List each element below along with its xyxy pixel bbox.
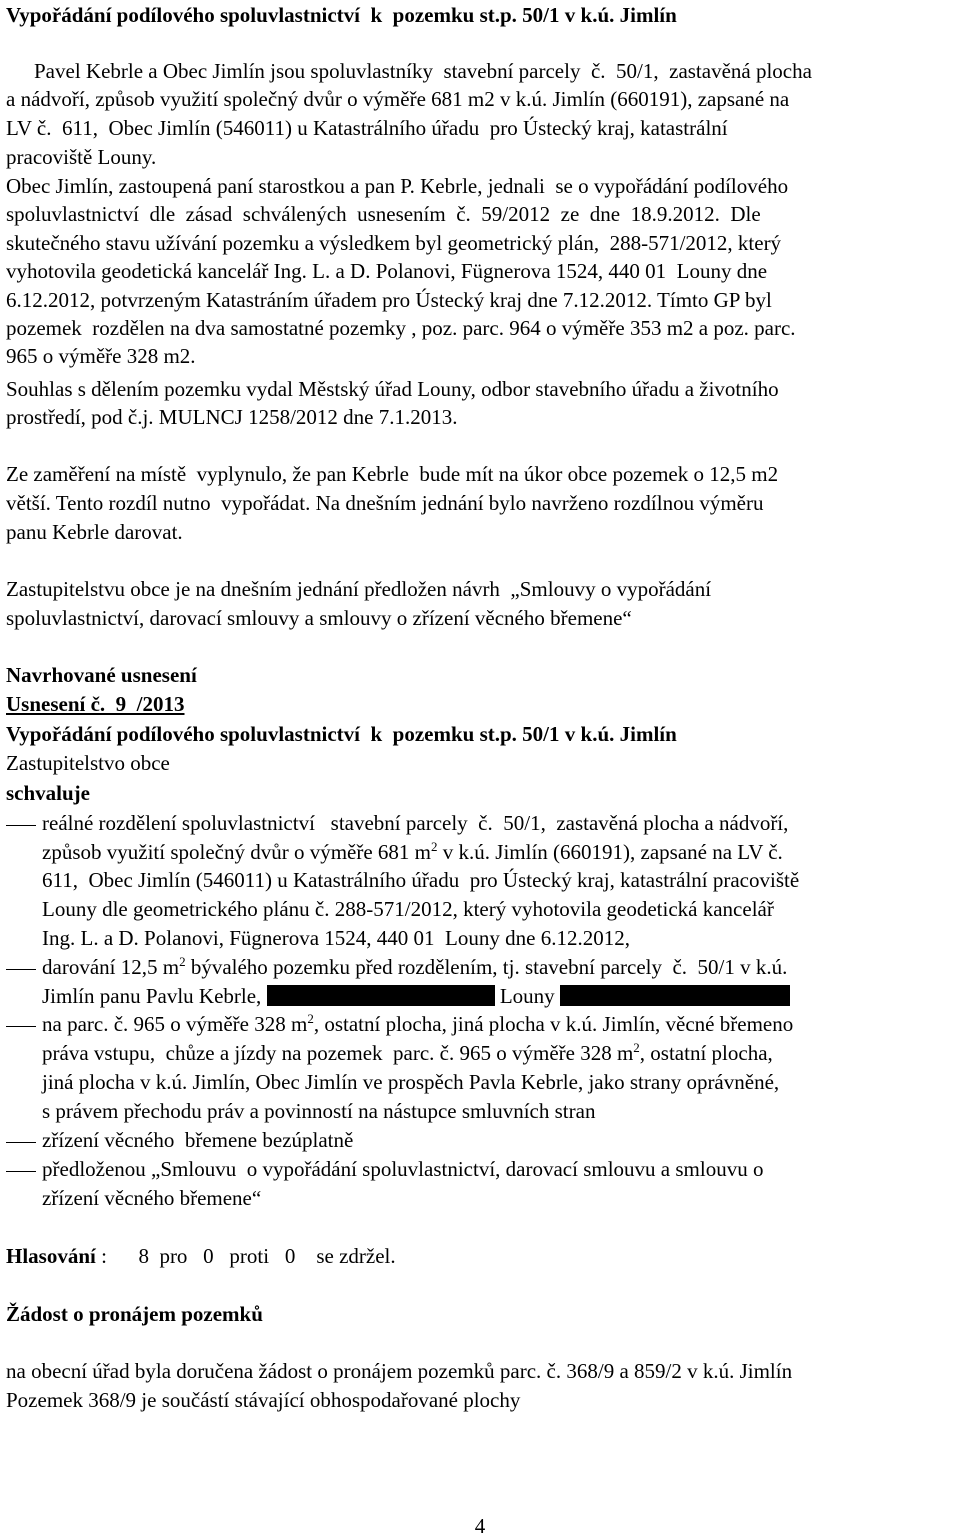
paragraph-line: Souhlas s dělením pozemku vydal Městský úřad Louny, odbor stavebního úřadu a životního (6, 377, 779, 401)
list-item-line: reálné rozdělení spoluvlastnictví stavební parcely č. 50/1, zastavěná plocha a nádvoří, (42, 811, 789, 835)
vote-label: Hlasování (6, 1244, 96, 1268)
paragraph-line: Pozemek 368/9 je součástí stávající obhospodařované plochy (6, 1388, 521, 1412)
list-item-line: způsob využití společný dvůr o výměře 681 $m^2$ v k.ú. Jimlín (660191), zapsané na LV č. (42, 839, 783, 864)
list-item-line: zřízení věcného břemene bezúplatně (42, 1128, 354, 1152)
resolution-body: Zastupitelstvo obce (6, 751, 170, 775)
list-item-line: 611, Obec Jimlín (546011) u Katastrálního úřadu pro Ústecký kraj, katastrální pracoviště (42, 868, 800, 892)
paragraph-line: Ze zaměření na místě vyplynulo, že pan Kebrle bude mít na úkor obce pozemek o 12,5 m2 (6, 462, 779, 486)
paragraph-line: a nádvoří, způsob využití společný dvůr o výměře 681 m2 v k.ú. Jimlín (660191), zapsané na (6, 87, 790, 111)
list-item-line: Ing. L. a D. Polanovi, Fügnerova 1524, 440 01 Louny dne 6.12.2012, (42, 926, 630, 950)
vote-line (6, 1244, 396, 1268)
list-item-line: darování 12,5 $m^2$ bývalého pozemku před rozdělením, tj. stavební parcely č. 50/1 v k.ú. (42, 954, 788, 979)
list-dash (6, 825, 36, 826)
section-title: Vypořádání podílového spoluvlastnictví k pozemku st.p. 50/1 v k.ú. Jimlín (6, 3, 677, 27)
redaction-block (267, 985, 495, 1006)
paragraph-line: spoluvlastnictví, darovací smlouvy a smlouvy o zřízení věcného břemene“ (6, 606, 632, 630)
paragraph-line: Pavel Kebrle a Obec Jimlín jsou spoluvlastníky stavební parcely č. 50/1, zastavěná plocha (34, 59, 812, 83)
paragraph-line: Obec Jimlín, zastoupená paní starostkou a pan P. Kebrle, jednali se o vypořádání podílového (6, 174, 789, 198)
list-dash (6, 1142, 36, 1143)
paragraph-line: LV č. 611, Obec Jimlín (546011) u Katastrálního úřadu pro Ústecký kraj, katastrální (6, 116, 728, 140)
resolution-verb: schvaluje (6, 781, 90, 805)
list-item-line: s právem přechodu práv a povinností na nástupce smluvních stran (42, 1099, 596, 1123)
redaction-block (560, 985, 790, 1006)
list-item-line: Jimlín panu Pavlu Kebrle, Louny (42, 984, 790, 1008)
list-item-line: zřízení věcného břemene“ (42, 1186, 262, 1210)
resolution-heading: Navrhované usnesení (6, 663, 197, 687)
paragraph-line: větší. Tento rozdíl nutno vypořádat. Na dnešním jednání bylo navrženo rozdílnou výměru (6, 491, 764, 515)
list-item-line: práva vstupu, chůze a jízdy na pozemek parc. č. 965 o výměře 328 $m^2$, ostatní plocha, (42, 1040, 773, 1065)
page-number: 4 (474, 1514, 486, 1538)
paragraph-line: na obecní úřad byla doručena žádost o pronájem pozemků parc. č. 368/9 a 859/2 v k.ú. Jimlín (6, 1359, 793, 1383)
paragraph-line: pozemek rozdělen na dva samostatné pozemky , poz. parc. 964 o výměře 353 m2 a poz. parc. (6, 316, 796, 340)
paragraph-line: Zastupitelstvu obce je na dnešním jednání předložen návrh „Smlouvy o vypořádání (6, 577, 712, 601)
list-item-line: předloženou „Smlouvu o vypořádání spoluvlastnictví, darovací smlouvu a smlouvu o (42, 1157, 764, 1181)
resolution-number: Usnesení č. 9 /2013 (6, 692, 185, 716)
list-item-line: jiná plocha v k.ú. Jimlín, Obec Jimlín ve prospěch Pavla Kebrle, jako strany oprávněné, (42, 1070, 780, 1094)
vote-result: : 8 pro 0 proti 0 se zdržel. (95, 1244, 396, 1268)
paragraph-line: 6.12.2012, potvrzeným Katastráním úřadem pro Ústecký kraj dne 7.12.2012. Tímto GP byl (6, 288, 772, 312)
paragraph-line: 965 o výměře 328 m2. (6, 344, 196, 368)
paragraph-line: vyhotovila geodetická kancelář Ing. L. a D. Polanovi, Fügnerova 1524, 440 01 Louny dne (6, 259, 768, 283)
list-item-line: na parc. č. 965 o výměře 328 $m^2$, ostatní plocha, jiná plocha v k.ú. Jimlín, věcné břemeno (42, 1011, 794, 1036)
list-item-line: Louny dle geometrického plánu č. 288-571/2012, který vyhotovila geodetická kancelář (42, 897, 774, 921)
paragraph-line: panu Kebrle darovat. (6, 520, 183, 544)
paragraph-line: pracoviště Louny. (6, 145, 157, 169)
resolution-title: Vypořádání podílového spoluvlastnictví k pozemku st.p. 50/1 v k.ú. Jimlín (6, 722, 677, 746)
paragraph-line: skutečného stavu užívání pozemku a výsledkem byl geometrický plán, 288-571/2012, který (6, 231, 782, 255)
section-title: Žádost o pronájem pozemků (6, 1302, 263, 1326)
list-dash (6, 1026, 36, 1027)
paragraph-line: prostředí, pod č.j. MULNCJ 1258/2012 dne 7.1.2013. (6, 405, 458, 429)
list-dash (6, 969, 36, 970)
list-dash (6, 1171, 36, 1172)
paragraph-line: spoluvlastnictví dle zásad schválených usnesením č. 59/2012 ze dne 18.9.2012. Dle (6, 202, 761, 226)
